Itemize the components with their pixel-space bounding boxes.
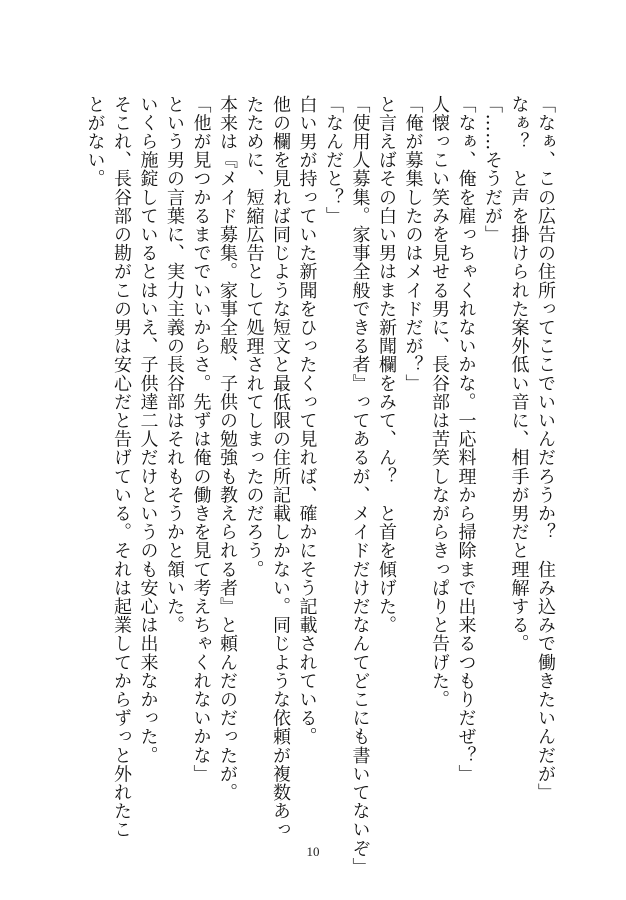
text-line: 「俺が募集したのはメイドだが？」 — [402, 95, 424, 393]
text-line: 「なんだと？」 — [323, 95, 344, 226]
text-line: そこれ、長谷部の勘がこの男は安心だと告げている。それは起業してからずっと外れたこ — [111, 95, 132, 839]
text-line: 「……そうだが」 — [482, 95, 503, 244]
text-line: いくら施錠しているとはいえ、子供達二人だけというのも安心は出来なかった。 — [137, 95, 159, 765]
text-line: 「なぁ、この広告の住所ってここでいいんだろうか？ 住み込みで働きたいんだが」 — [535, 95, 556, 802]
text-line: 「使用人募集。家事全般できる者』ってあるが、メイドだけだなんてどこにも書いてないぞ」 — [349, 95, 371, 877]
text-line: たために、短縮広告として処理されてしまったのだろう。 — [243, 95, 265, 579]
text-line: 「なぁ、俺を雇っちゃくれないかな。一応料理から掃除まで出来るつもりだぜ？」 — [455, 95, 477, 784]
page-number: 10 — [306, 844, 320, 859]
text-line: 「他が見つかるまででいいからさ。先ずは俺の働きを見て考えちゃくれないかな」 — [190, 95, 212, 784]
text-line: という男の言葉に、実力主義の長谷部はそれもそうかと頷いた。 — [164, 95, 185, 635]
text-line: と言えばその白い男はまた新聞欄をみて、ん？ と首を傾げた。 — [376, 95, 397, 635]
text-line: 人懐っこい笑みを見せる男に、長谷部は苦笑しながらきっぱりと告げた。 — [429, 95, 450, 709]
text-line: 白い男が持っていた新聞をひったくって見れば、確かにそう記載されている。 — [296, 95, 318, 746]
text-line: とがない。 — [84, 95, 106, 188]
text-line: なぁ？ と声を掛けられた案外低い音に、相手が男だと理解する。 — [508, 95, 530, 653]
text-line: 他の欄を見れば同じような短文と最低限の住所記載しかない。同じような依頼が複数あっ — [270, 95, 291, 839]
text-line: 本来は『メイド募集。家事全般、子供の勉強も教えられる者』と頼んだのだったが。 — [217, 95, 238, 802]
